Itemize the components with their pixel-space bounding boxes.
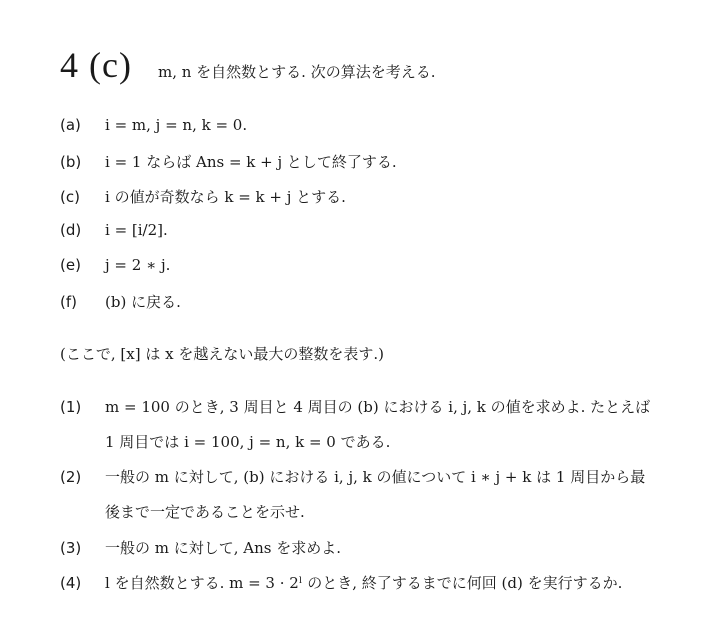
question-text: l を自然数とする. m = 3 · 2ˡ のとき, 終了するまでに何回 (d) を実行するか. xyxy=(105,574,623,592)
question-2 xyxy=(60,466,645,487)
question-label: (4) xyxy=(60,574,82,592)
question-3 xyxy=(60,537,341,558)
step-b xyxy=(60,151,397,172)
step-text: i = 1 ならば Ans = k + j として終了する. xyxy=(105,153,397,171)
question-text: 一般の m に対して, (b) における i, j, k の値について i ∗ j + k は 1 周目から最 xyxy=(105,468,646,486)
step-label: (f) xyxy=(60,293,77,311)
step-e xyxy=(60,256,170,274)
step-label: (b) xyxy=(60,153,82,171)
step-a xyxy=(60,116,247,134)
question-4 xyxy=(60,572,622,593)
problem-header xyxy=(60,44,435,86)
step-text: (b) に戻る. xyxy=(105,293,181,311)
step-label: (c) xyxy=(60,188,80,206)
step-label: (a) xyxy=(60,116,81,134)
problem-intro: m, n を自然数とする. 次の算法を考える. xyxy=(157,63,436,81)
question-1 xyxy=(60,396,650,417)
step-label: (d) xyxy=(60,221,82,239)
question-2-continuation: 後まで一定であることを示せ. xyxy=(105,503,305,521)
question-text: 一般の m に対して, Ans を求めよ. xyxy=(105,539,342,557)
problem-number: 4 (c) xyxy=(60,45,132,85)
question-1-continuation: 1 周目では i = 100, j = n, k = 0 である. xyxy=(105,433,391,451)
question-label: (3) xyxy=(60,539,82,557)
floor-note: (ここで, [x] は x を越えない最大の整数を表す.) xyxy=(60,345,384,363)
step-f xyxy=(60,291,181,312)
step-text: j = 2 ∗ j. xyxy=(105,256,171,274)
step-c xyxy=(60,186,346,207)
question-label: (1) xyxy=(60,398,82,416)
step-label: (e) xyxy=(60,256,81,274)
step-text: i = [i/2]. xyxy=(105,221,168,239)
step-text: i の値が奇数なら k = k + j とする. xyxy=(105,188,346,206)
step-text: i = m, j = n, k = 0. xyxy=(105,116,248,134)
question-text: m = 100 のとき, 3 周目と 4 周目の (b) における i, j, k の値を求めよ. たとえば xyxy=(105,398,651,416)
question-label: (2) xyxy=(60,468,82,486)
step-d xyxy=(60,221,168,239)
